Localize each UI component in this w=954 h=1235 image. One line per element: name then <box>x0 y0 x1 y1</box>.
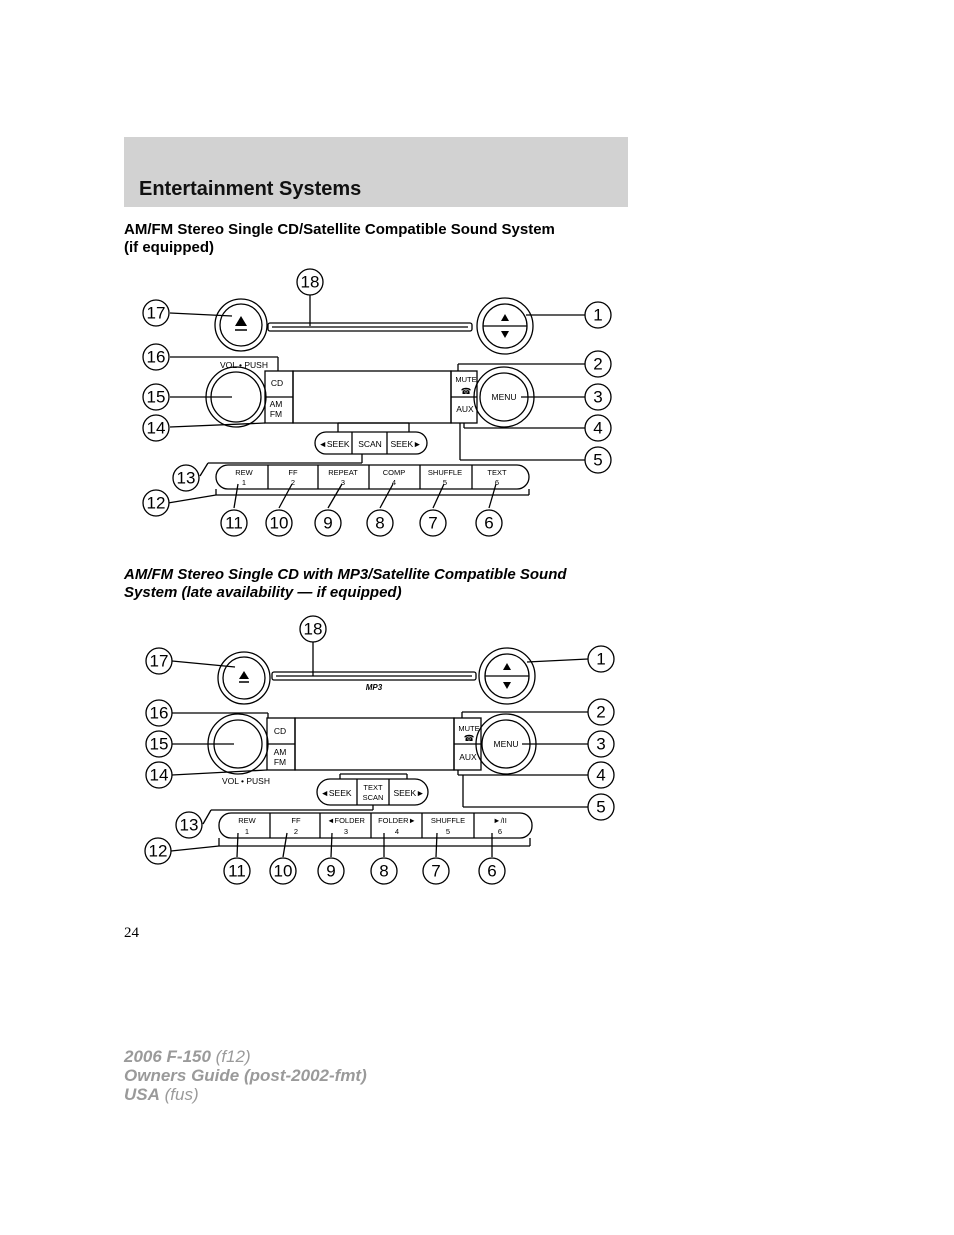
scan-label: SCAN <box>362 793 384 802</box>
svg-text:2: 2 <box>596 702 606 722</box>
text-button[interactable]: TEXT <box>363 783 383 792</box>
preset-4-name[interactable]: FOLDER► <box>378 816 416 825</box>
svg-text:3: 3 <box>593 387 603 407</box>
callout-17 <box>143 300 169 326</box>
svg-text:2: 2 <box>593 354 603 374</box>
svg-text:9: 9 <box>323 513 333 533</box>
footer-model: 2006 F-150 <box>124 1047 211 1066</box>
svg-text:4: 4 <box>593 418 603 438</box>
footer-market: USA <box>124 1085 160 1104</box>
preset-6-name[interactable]: TEXT <box>487 468 507 477</box>
section1-heading-line2: (if equipped) <box>124 239 214 256</box>
callout-2 <box>588 699 614 725</box>
preset-1-name[interactable]: REW <box>235 468 253 477</box>
radio-diagram-2 <box>0 610 954 900</box>
svg-text:4: 4 <box>596 765 606 785</box>
svg-text:3: 3 <box>596 734 606 754</box>
tune-up-icon <box>503 663 511 670</box>
callout-9 <box>315 510 341 536</box>
callout-8 <box>371 858 397 884</box>
phone-icon: ☎ <box>460 386 472 396</box>
svg-text:11: 11 <box>228 861 246 881</box>
preset-3-name[interactable]: REPEAT <box>328 468 358 477</box>
menu-button[interactable]: MENU <box>493 739 519 749</box>
preset-5-name[interactable]: SHUFFLE <box>430 816 466 825</box>
section1-heading <box>124 221 604 257</box>
vol-push-label: VOL • PUSH <box>221 776 271 786</box>
cd-button[interactable]: CD <box>270 378 284 388</box>
callout-13 <box>176 812 202 838</box>
section1-heading-line1: AM/FM Stereo Single CD/Satellite Compatible Sound System <box>124 221 555 238</box>
fm-label: FM <box>273 757 287 767</box>
preset-4-name[interactable]: COMP <box>382 468 406 477</box>
svg-text:5: 5 <box>593 450 603 470</box>
svg-text:17: 17 <box>149 651 169 671</box>
callout-4 <box>588 762 614 788</box>
preset-6-name[interactable]: ►/II <box>493 816 507 825</box>
callout-10 <box>266 510 292 536</box>
cd-button[interactable]: CD <box>273 726 287 736</box>
svg-text:7: 7 <box>428 513 438 533</box>
preset-3-num: 3 <box>340 478 346 487</box>
svg-text:18: 18 <box>300 272 320 292</box>
callout-15 <box>146 731 172 757</box>
svg-text:16: 16 <box>146 347 166 367</box>
callout-10 <box>270 858 296 884</box>
seek-right-button[interactable]: SEEK► <box>390 439 422 449</box>
callout-5 <box>588 794 614 820</box>
callout-14 <box>143 415 169 441</box>
vol-push-label: VOL • PUSH <box>219 360 269 370</box>
svg-text:13: 13 <box>179 815 199 835</box>
svg-text:10: 10 <box>273 861 293 881</box>
callout-1 <box>588 646 614 672</box>
footer-model-code: (f12) <box>210 1047 251 1066</box>
aux-button[interactable]: AUX <box>456 404 474 414</box>
preset-6-num: 6 <box>494 478 500 487</box>
callout-12 <box>143 490 169 516</box>
callout-6 <box>479 858 505 884</box>
svg-text:8: 8 <box>379 861 389 881</box>
am-button[interactable]: AM <box>269 399 283 409</box>
svg-text:16: 16 <box>149 703 169 723</box>
svg-text:8: 8 <box>375 513 385 533</box>
callout-11 <box>221 510 247 536</box>
preset-6-num: 6 <box>497 827 503 836</box>
preset-4-num: 4 <box>394 827 400 836</box>
callout-12 <box>145 838 171 864</box>
menu-button[interactable]: MENU <box>491 392 517 402</box>
callout-7 <box>423 858 449 884</box>
preset-3-name[interactable]: ◄FOLDER <box>327 816 365 825</box>
footer <box>124 1047 367 1104</box>
svg-text:14: 14 <box>149 765 169 785</box>
svg-text:13: 13 <box>176 468 196 488</box>
preset-5-num: 5 <box>442 478 448 487</box>
scan-button[interactable]: SCAN <box>358 439 382 449</box>
callout-16 <box>146 700 172 726</box>
svg-text:6: 6 <box>487 861 497 881</box>
svg-text:17: 17 <box>146 303 166 323</box>
callout-14 <box>146 762 172 788</box>
callout-9 <box>318 858 344 884</box>
svg-text:5: 5 <box>596 797 606 817</box>
preset-2-num: 2 <box>293 827 299 836</box>
section2-heading-line1: AM/FM Stereo Single CD with MP3/Satellite Compatible Sound <box>124 566 567 583</box>
svg-text:12: 12 <box>148 841 168 861</box>
callout-7 <box>420 510 446 536</box>
svg-text:15: 15 <box>146 387 166 407</box>
svg-text:1: 1 <box>593 305 603 325</box>
callout-5 <box>585 447 611 473</box>
preset-3-num: 3 <box>343 827 349 836</box>
mute-button[interactable]: MUTE <box>455 375 477 384</box>
eject-icon <box>239 671 249 679</box>
callout-3 <box>588 731 614 757</box>
callout-15 <box>143 384 169 410</box>
svg-text:6: 6 <box>484 513 494 533</box>
callout-2 <box>585 351 611 377</box>
section2-heading <box>124 566 624 602</box>
footer-guide: Owners Guide (post-2002-fmt) <box>124 1066 367 1085</box>
header-band <box>124 137 628 207</box>
svg-text:7: 7 <box>431 861 441 881</box>
seek-right-button[interactable]: SEEK► <box>393 788 425 798</box>
callout-11 <box>224 858 250 884</box>
svg-text:9: 9 <box>326 861 336 881</box>
fm-label: FM <box>269 409 283 419</box>
aux-button[interactable]: AUX <box>459 752 477 762</box>
callout-1 <box>585 302 611 328</box>
page-title: Entertainment Systems <box>139 178 362 200</box>
am-button[interactable]: AM <box>273 747 287 757</box>
page-number: 24 <box>124 925 139 941</box>
svg-text:14: 14 <box>146 418 166 438</box>
svg-text:15: 15 <box>149 734 169 754</box>
mp3-logo: MP3 <box>365 683 383 692</box>
preset-2-name[interactable]: FF <box>291 816 301 825</box>
mute-button[interactable]: MUTE <box>458 724 480 733</box>
preset-1-num: 1 <box>244 827 250 836</box>
callout-16 <box>143 344 169 370</box>
svg-text:11: 11 <box>225 513 243 533</box>
preset-1-num: 1 <box>241 478 247 487</box>
seek-left-button[interactable]: ◄SEEK <box>320 788 352 798</box>
tune-down-icon <box>503 682 511 689</box>
preset-5-num: 5 <box>445 827 451 836</box>
callout-13 <box>173 465 199 491</box>
footer-market-code: (fus) <box>159 1085 199 1104</box>
callout-6 <box>476 510 502 536</box>
svg-text:1: 1 <box>596 649 606 669</box>
svg-text:12: 12 <box>146 493 166 513</box>
preset-1-name[interactable]: REW <box>238 816 256 825</box>
preset-2-num: 2 <box>290 478 296 487</box>
callout-8 <box>367 510 393 536</box>
callout-3 <box>585 384 611 410</box>
callout-4 <box>585 415 611 441</box>
section2-heading-line2: System (late availability — if equipped) <box>124 584 402 601</box>
radio-diagram-1 <box>0 260 954 550</box>
callout-17 <box>146 648 172 674</box>
preset-5-name[interactable]: SHUFFLE <box>427 468 463 477</box>
svg-text:18: 18 <box>303 619 323 639</box>
tune-down-icon <box>501 331 509 338</box>
svg-text:10: 10 <box>269 513 289 533</box>
tune-up-icon <box>501 314 509 321</box>
callout-18 <box>300 616 326 642</box>
eject-icon <box>235 316 247 326</box>
phone-icon: ☎ <box>463 733 475 743</box>
seek-left-button[interactable]: ◄SEEK <box>318 439 350 449</box>
callout-18 <box>297 269 323 295</box>
preset-2-name[interactable]: FF <box>288 468 298 477</box>
preset-4-num: 4 <box>391 478 397 487</box>
